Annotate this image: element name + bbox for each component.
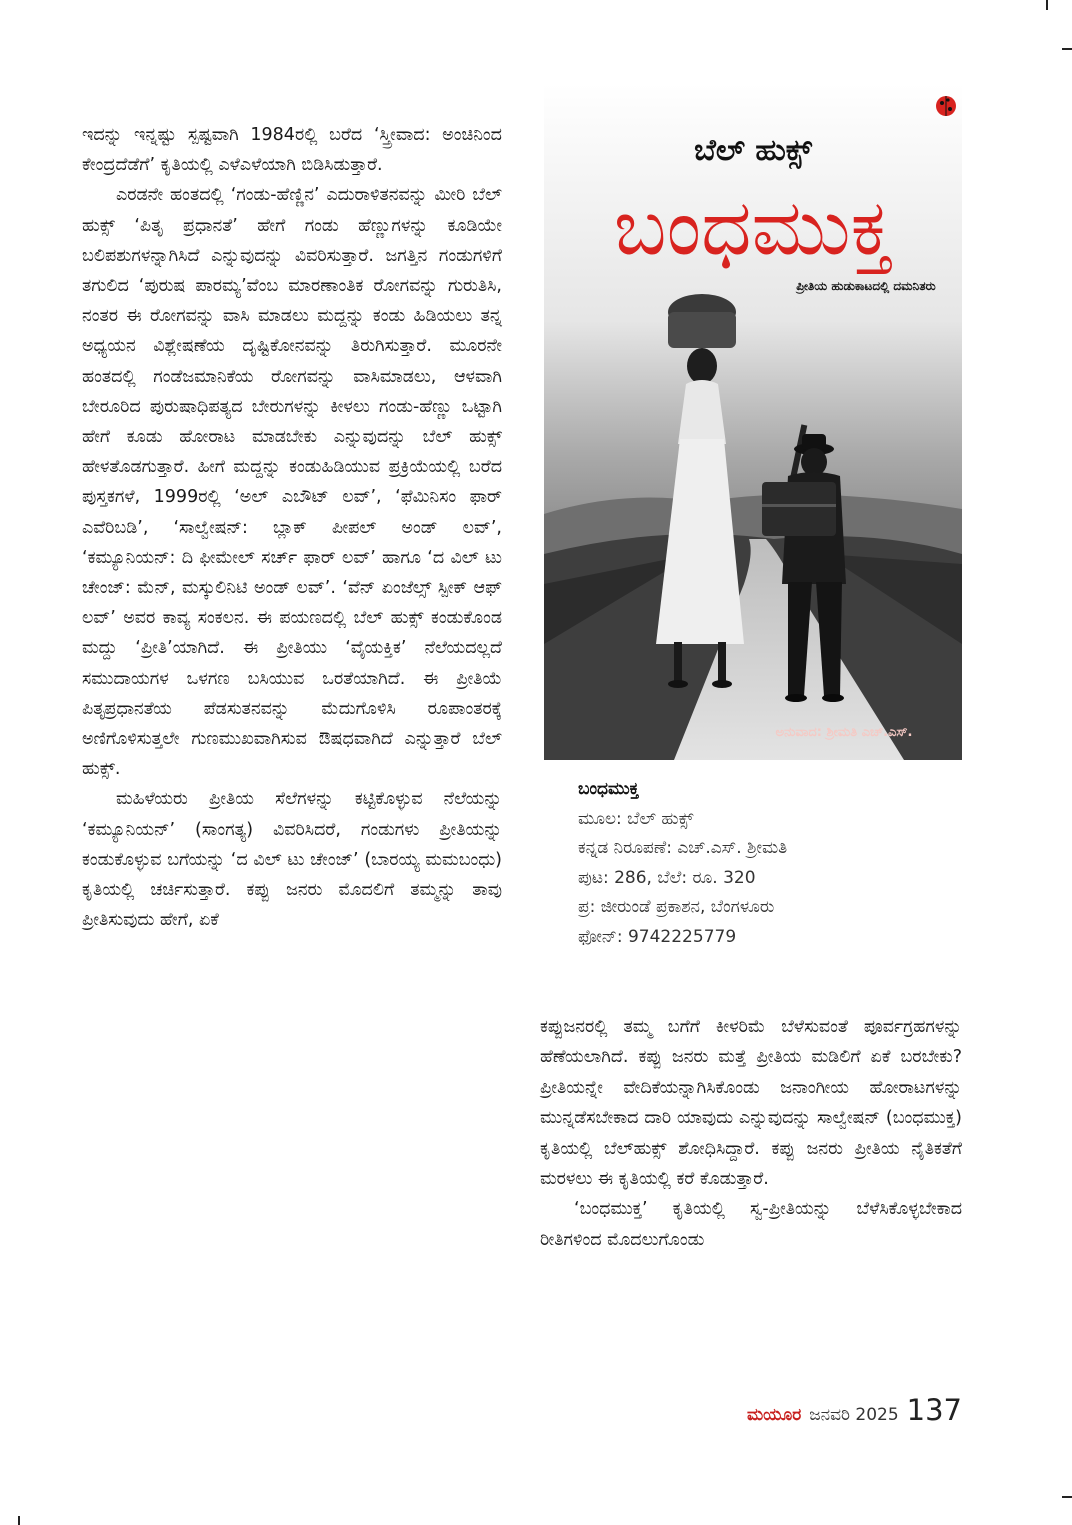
page-number: 137 [906,1393,962,1427]
crop-mark [1062,1496,1072,1498]
cover-title: ಬಂಧಮುಕ್ತ [613,183,893,273]
caption-line: ಪ್ರ: ಜೀರುಂಡೆ ಪ್ರಕಾಶನ, ಬೆಂಗಳೂರು [578,897,775,917]
article-paragraph: ಮಹಿಳೆಯರು ಪ್ರೀತಿಯ ಸೆಲೆಗಳನ್ನು ಕಟ್ಟಿಕೊಳ್ಳುವ ನೆಲೆಯನ್ನು ‘ಕಮ್ಯೂನಿಯನ್’ (ಸಾಂಗತ್ಯ) ವಿವರಿಸಿದರೆ, ಗಂಡುಗಳು ಪ್ರೀತಿಯನ್ನು ಕಂಡುಕೊಳ್ಳುವ ಬಗೆಯನ್ನು ‘ದ ವಿಲ್ ಟು ಚೇಂಜ್’ (ಬಾರಯ್ಯ ಮಮಬಂಧು) ಕೃತಿಯಲ್ಲಿ ಚರ್ಚಿಸುತ್ತಾರೆ. ಕಪ್ಪು ಜನರು ಮೊದಲಿಗೆ ತಮ್ಮನ್ನು ತಾವು ಪ್ರೀತಿಸುವುದು ಹೇಗೆ, ಏಕೆ [82,789,502,931]
crop-mark [18,1516,20,1525]
caption-line: ಫೋನ್: 9742225779 [578,926,737,947]
article-paragraph: ಇದನ್ನು ಇನ್ನಷ್ಟು ಸ್ಪಷ್ಟವಾಗಿ 1984ರಲ್ಲಿ ಬರೆದ ‘ಸ್ತ್ರೀವಾದ: ಅಂಚಿನಿಂದ ಕೇಂದ್ರದೆಡೆಗೆ’ ಕೃತಿಯಲ್ಲಿ ಎಳೆಎಳೆಯಾಗಿ ಬಿಡಿಸಿಡುತ್ತಾರೆ. [82,125,502,176]
book-info-caption [578,775,958,952]
article-right-column [540,1012,962,1255]
page-footer [747,1393,962,1427]
article-paragraph: ಎರಡನೇ ಹಂತದಲ್ಲಿ ‘ಗಂಡು-ಹೆಣ್ಣಿನ’ ಎದುರಾಳಿತನವನ್ನು ಮೀರಿ ಬೆಲ್ ಹುಕ್ಸ್ ‘ಪಿತೃ ಪ್ರಧಾನತೆ’ ಹೇಗೆ ಗಂಡು ಹೆಣ್ಣುಗಳನ್ನು ಕೂಡಿಯೇ ಬಲಿಪಶುಗಳನ್ನಾಗಿಸಿದೆ ಎನ್ನುವುದನ್ನು ವಿವರಿಸುತ್ತಾರೆ. ಜಗತ್ತಿನ ಗಂಡುಗಳಿಗೆ ತಗುಲಿದ ‘ಪುರುಷ ಪಾರಮ್ಯ’ವೆಂಬ ಮಾರಣಾಂತಿಕ ರೋಗವನ್ನು ಗುರುತಿಸಿ, ನಂತರ ಈ ರೋಗವನ್ನು ವಾಸಿ ಮಾಡಲು ಮದ್ದನ್ನು ಕಂಡು ಹಿಡಿಯಲು ತನ್ನ ಅಧ್ಯಯನ ವಿಶ್ಲೇಷಣೆಯ ದೃಷ್ಟಿಕೋನವನ್ನು ತಿರುಗಿಸುತ್ತಾರೆ. ಮೂರನೇ ಹಂತದಲ್ಲಿ ಗಂಡೆಜಮಾನಿಕೆಯ ರೋಗವನ್ನು ವಾಸಿಮಾಡಲು, ಆಳವಾಗಿ ಬೇರೂರಿದ ಪುರುಷಾಧಿಪತ್ಯದ ಬೇರುಗಳನ್ನು ಕೀಳಲು ಗಂಡು-ಹೆಣ್ಣು ಒಟ್ಟಾಗಿ ಹೇಗೆ ಕೂಡು ಹೋರಾಟ ಮಾಡಬೇಕು ಎನ್ನುವುದನ್ನು ಬೆಲ್ ಹುಕ್ಸ್ ಹೇಳತೊಡಗುತ್ತಾರೆ. ಹೀಗೆ ಮದ್ದನ್ನು ಕಂಡುಹಿಡಿಯುವ ಪ್ರಕ್ರಿಯೆಯಲ್ಲಿ ಬರೆದ ಪುಸ್ತಕಗಳೆ, 1999ರಲ್ಲಿ ‘ಅಲ್ ಎಬೌಟ್ ಲವ್’, ‘ಫೆಮಿನಿಸಂ ಫಾರ್ ಎವೆರಿಬಡಿ’, ‘ಸಾಲ್ವೇಷನ್: ಬ್ಲಾಕ್ ಪೀಪಲ್ ಅಂಡ್ ಲವ್’, ‘ಕಮ್ಯೂನಿಯನ್: ದಿ ಫೀಮೇಲ್ ಸರ್ಚ್ ಫಾರ್ ಲವ್’ ಹಾಗೂ ‘ದ ವಿಲ್ ಟು ಚೇಂಜ್: ಮೆನ್, ಮಸ್ಕುಲಿನಿಟಿ ಅಂಡ್ ಲವ್’. ‘ವೆನ್ ಏಂಜೆಲ್ಸ್ ಸ್ಪೀಕ್ ಆಫ್ ಲವ್’ ಅವರ ಕಾವ್ಯ ಸಂಕಲನ. ಈ ಪಯಣದಲ್ಲಿ ಬೆಲ್ ಹುಕ್ಸ್ ಕಂಡುಕೊಂಡ ಮದ್ದು ‘ಪ್ರೀತಿ’ಯಾಗಿದೆ. ಈ ಪ್ರೀತಿಯು ‘ವೈಯಕ್ತಿಕ’ ನೆಲೆಯದಲ್ಲದೆ ಸಮುದಾಯಗಳ ಒಳಗಣ ಬಸಿಯುವ ಒರತೆಯಾಗಿದೆ. ಈ ಪ್ರೀತಿಯೆ ಪಿತೃಪ್ರಧಾನತೆಯ ಪೆಡಸುತನವನ್ನು ಮೆದುಗೊಳಿಸಿ ರೂಪಾಂತರಕ್ಕೆ ಅಣಿಗೊಳಿಸುತ್ತಲೇ ಗುಣಮುಖವಾಗಿಸುವ ಔಷಧವಾಗಿದೆ ಎನ್ನುತ್ತಾರೆ ಬೆಲ್ ಹುಕ್ಸ್. [82,185,502,780]
cover-translator: ಅನುವಾದ: ಶ್ರೀಮತಿ ಎಚ್.ಎಸ್. [775,725,913,740]
crop-mark [1062,48,1072,50]
article-paragraph: ‘ಬಂಧಮುಕ್ತ’ ಕೃತಿಯಲ್ಲಿ ಸ್ವ-ಪ್ರೀತಿಯನ್ನು ಬೆಳೆಸಿಕೊಳ್ಳಬೇಕಾದ ರೀತಿಗಳಿಂದ ಮೊದಲುಗೊಂಡು [540,1199,962,1250]
caption-line: ಕನ್ನಡ ನಿರೂಪಣೆ: ಎಚ್.ಎಸ್. ಶ್ರೀಮತಿ [578,838,788,858]
issue-date: ಜನವರಿ 2025 [809,1405,899,1425]
book-cover [544,84,962,760]
article-left-column [82,120,502,935]
caption-title: ಬಂಧಮುಕ್ತ [578,779,639,799]
caption-line: ಮೂಲ: ಬೆಲ್ ಹುಕ್ಸ್ [578,808,694,829]
article-paragraph: ಕಪ್ಪುಜನರಲ್ಲಿ ತಮ್ಮ ಬಗೆಗೆ ಕೀಳರಿಮೆ ಬೆಳೆಸುವಂತೆ ಪೂರ್ವಗ್ರಹಗಳನ್ನು ಹೆಣೆಯಲಾಗಿದೆ. ಕಪ್ಪು ಜನರು ಮತ್ತೆ ಪ್ರೀತಿಯ ಮಡಿಲಿಗೆ ಏಕೆ ಬರಬೇಕು? ಪ್ರೀತಿಯನ್ನೇ ವೇದಿಕೆಯನ್ನಾಗಿಸಿಕೊಂಡು ಜನಾಂಗೀಯ ಹೋರಾಟಗಳನ್ನು ಮುನ್ನಡೆಸಬೇಕಾದ ದಾರಿ ಯಾವುದು ಎನ್ನುವುದನ್ನು ಸಾಲ್ವೇಷನ್ (ಬಂಧಮುಕ್ತ) ಕೃತಿಯಲ್ಲಿ ಬೆಲ್‌ಹುಕ್ಸ್ ಶೋಧಿಸಿದ್ದಾರೆ. ಕಪ್ಪು ಜನರು ಪ್ರೀತಿಯ ನೈತಿಕತೆಗೆ ಮರಳಲು ಈ ಕೃತಿಯಲ್ಲಿ ಕರೆ ಕೊಡುತ್ತಾರೆ. [540,1017,962,1190]
crop-mark [1046,0,1048,10]
magazine-name: ಮಯೂರ [746,1405,802,1425]
ladybug-icon [936,96,956,116]
caption-line: ಪುಟ: 286, ಬೆಲೆ: ರೂ. 320 [578,867,756,888]
cover-author: ಬೆಲ್ ಹುಕ್ಸ್ [694,133,812,168]
cover-subtitle: ಪ್ರೀತಿಯ ಹುಡುಕಾಟದಲ್ಲಿ ದಮನಿತರು [796,279,936,293]
